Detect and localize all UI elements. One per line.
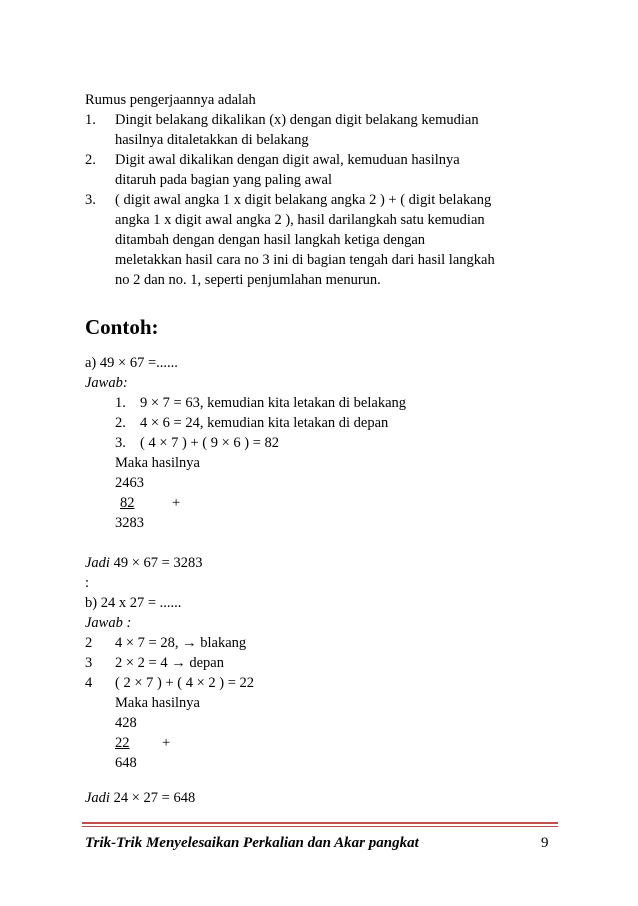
example-a-conclusion bbox=[85, 553, 202, 573]
rumus-step-number: 3. bbox=[85, 192, 96, 208]
rumus-step-number: 2. bbox=[85, 152, 96, 168]
example-b-step-text: 2 × 2 = 4 → depan bbox=[115, 655, 224, 671]
example-a-question: a) 49 × 67 =...... bbox=[85, 355, 178, 371]
example-a-plus-sign: + bbox=[172, 495, 181, 511]
example-a-step-number: 3. bbox=[115, 435, 126, 451]
example-a-step-number: 2. bbox=[115, 415, 126, 431]
example-a-step-number: 1. bbox=[115, 395, 126, 411]
jadi-label: Jadi bbox=[85, 555, 110, 571]
contoh-heading: Contoh: bbox=[85, 315, 159, 339]
example-b-step-text: 4 × 7 = 28, → blakang bbox=[115, 635, 247, 651]
rumus-step-line: no 2 dan no. 1, seperti penjumlahan menurun. bbox=[115, 272, 381, 288]
example-a-total: 3283 bbox=[115, 515, 144, 531]
rumus-step-line: ditambah dengan dengan hasil langkah ketiga dengan bbox=[115, 232, 426, 248]
footer-title: Trik-Trik Menyelesaikan Perkalian dan Akar pangkat bbox=[85, 835, 419, 851]
example-a-jawab-label: Jawab: bbox=[85, 375, 128, 391]
example-a-partial-2: 82 bbox=[120, 495, 135, 511]
rumus-step-line: hasilnya ditaletakkan di belakang bbox=[115, 132, 309, 148]
jadi-label: Jadi bbox=[85, 790, 110, 806]
example-b-plus-sign: + bbox=[162, 735, 171, 751]
example-b-conclusion bbox=[85, 788, 195, 808]
example-a-conclusion-text: 49 × 67 = 3283 bbox=[113, 555, 203, 571]
example-b-conclusion-text: 24 × 27 = 648 bbox=[113, 790, 196, 806]
rumus-step-line: Digit awal dikalikan dengan digit awal, kemuduan hasilnya bbox=[115, 152, 460, 168]
example-b-partial-2: 22 bbox=[115, 735, 130, 751]
rumus-step-line: meletakkan hasil cara no 3 ini di bagian tengah dari hasil langkah bbox=[115, 252, 495, 268]
example-b-step-number: 3 bbox=[85, 655, 93, 671]
example-b-total: 648 bbox=[115, 755, 137, 771]
example-a-result-label: Maka hasilnya bbox=[115, 455, 200, 471]
example-a-partial-1: 2463 bbox=[115, 475, 144, 491]
example-b-step-number: 4 bbox=[85, 675, 93, 691]
example-b-step-number: 2 bbox=[85, 635, 93, 651]
separator-colon: : bbox=[85, 575, 90, 591]
page-number: 9 bbox=[541, 835, 549, 851]
rumus-step-line: angka 1 x digit awal angka 2 ), hasil darilangkah satu kemudian bbox=[115, 212, 485, 228]
example-a-step-text: 4 × 6 = 24, kemudian kita letakan di depan bbox=[140, 415, 389, 431]
example-b-partial-1: 428 bbox=[115, 715, 137, 731]
example-b-step-text: ( 2 × 7 ) + ( 4 × 2 ) = 22 bbox=[115, 675, 255, 691]
rumus-step-line: ditaruh pada bagian yang paling awal bbox=[115, 172, 333, 188]
footer-rule bbox=[82, 822, 558, 824]
example-b-result-label: Maka hasilnya bbox=[115, 695, 200, 711]
footer-rule-thin bbox=[82, 826, 558, 827]
example-b-jawab-label: Jawab : bbox=[85, 615, 132, 631]
rumus-step-line: Dingit belakang dikalikan (x) dengan digit belakang kemudian bbox=[115, 112, 479, 128]
example-a-step-text: 9 × 7 = 63, kemudian kita letakan di belakang bbox=[140, 395, 407, 411]
rumus-step-number: 1. bbox=[85, 112, 96, 128]
example-b-question: b) 24 x 27 = ...... bbox=[85, 595, 182, 611]
example-a-step-text: ( 4 × 7 ) + ( 9 × 6 ) = 82 bbox=[140, 435, 280, 451]
rumus-intro: Rumus pengerjaannya adalah bbox=[85, 92, 256, 108]
rumus-step-line: ( digit awal angka 1 x digit belakang angka 2 ) + ( digit belakang bbox=[115, 192, 492, 208]
